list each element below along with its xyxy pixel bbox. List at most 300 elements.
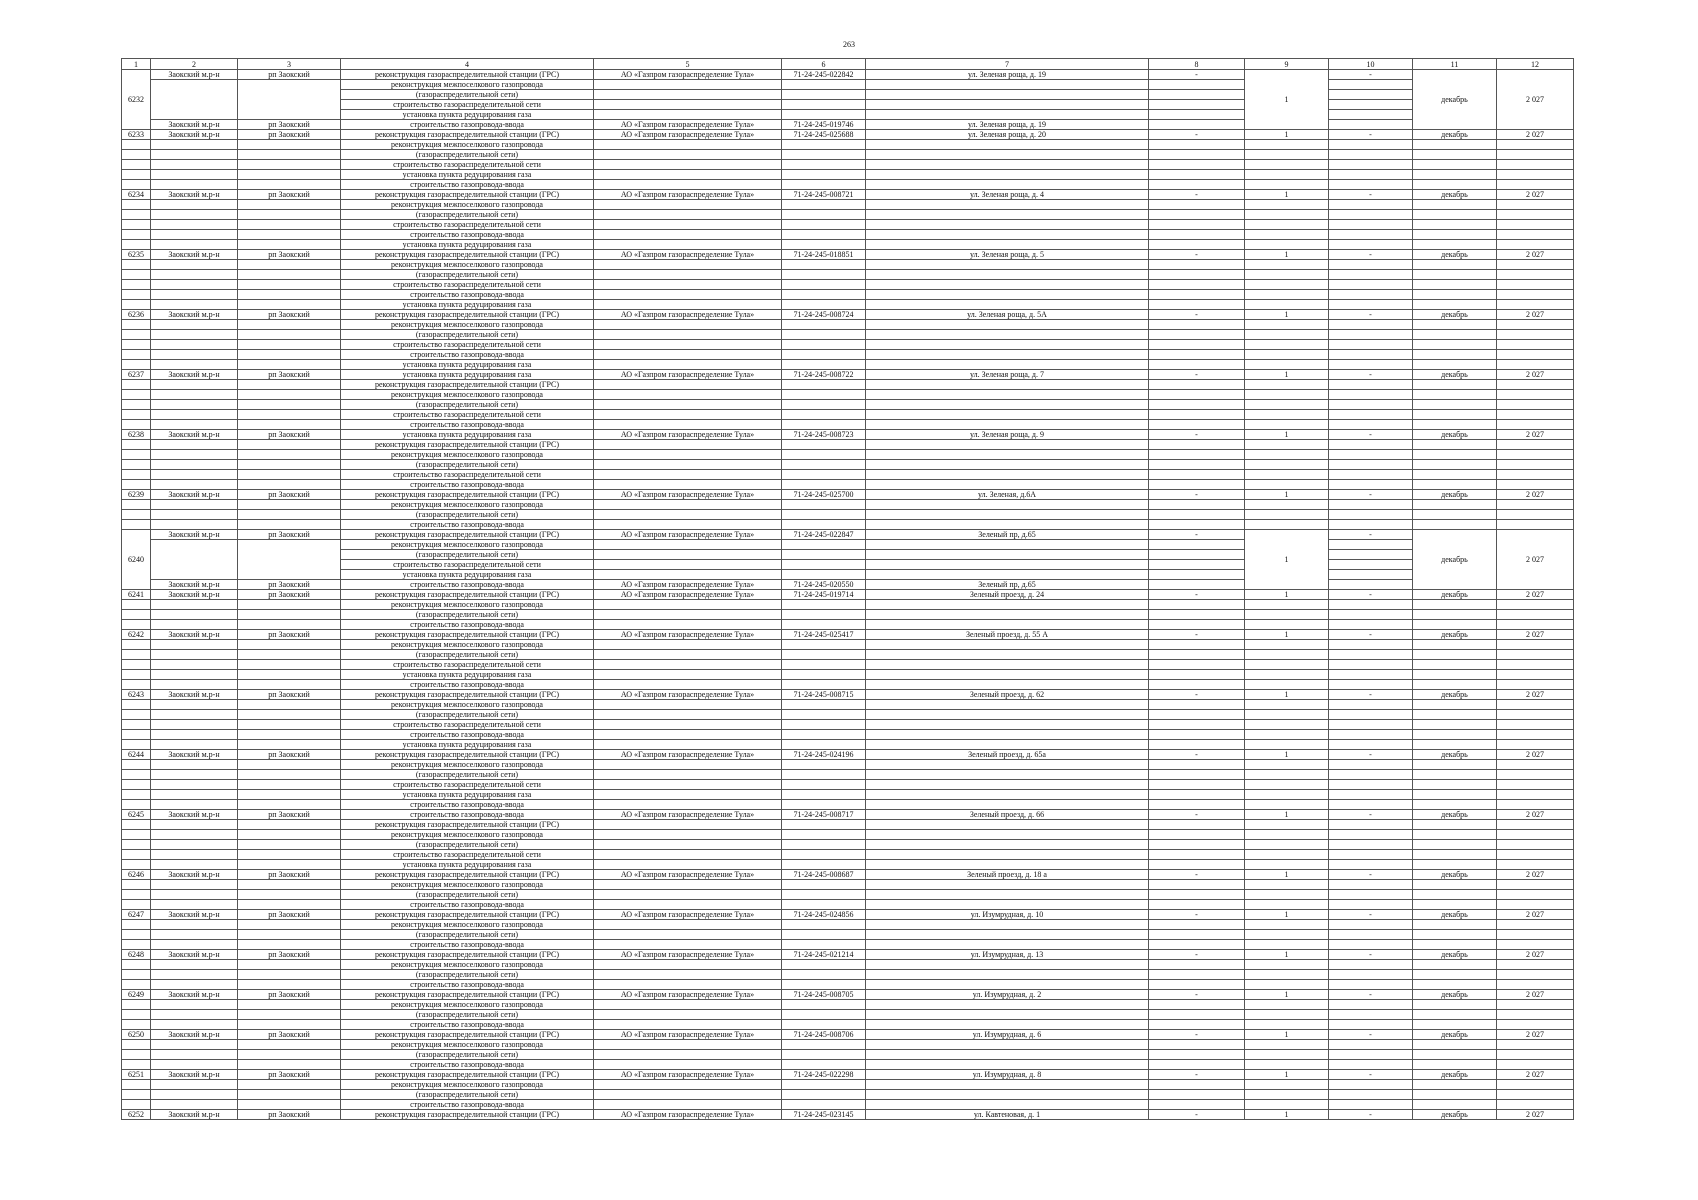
work-cell: (газораспределительной сети) — [341, 150, 594, 160]
address-cell: ул. Изумрудная, д. 6 — [866, 1030, 1149, 1040]
locality-cell: рп Заокский — [238, 70, 341, 80]
work-cell: строительство газопровода-ввода — [341, 900, 594, 910]
work-cell: строительство газопровода-ввода — [341, 420, 594, 430]
work-cell: установка пункта редуцирования газа — [341, 430, 594, 440]
column-number: 4 — [341, 59, 594, 70]
organization-cell: АО «Газпром газораспределение Тула» — [594, 310, 782, 320]
organization-cell: АО «Газпром газораспределение Тула» — [594, 1070, 782, 1080]
address-cell: ул. Кавтеновая, д. 1 — [866, 1110, 1149, 1120]
work-cell: установка пункта редуцирования газа — [341, 170, 594, 180]
col10-cell: - — [1329, 1030, 1413, 1040]
code-cell: 71-24-245-022842 — [782, 70, 866, 80]
month-cell: декабрь — [1413, 250, 1497, 260]
year-cell: 2 027 — [1497, 870, 1574, 880]
table-row — [122, 1050, 1574, 1060]
table-row — [122, 650, 1574, 660]
organization-cell: АО «Газпром газораспределение Тула» — [594, 870, 782, 880]
month-cell: декабрь — [1413, 590, 1497, 600]
table-row — [122, 210, 1574, 220]
district-cell: Заокский м.р-н — [151, 950, 238, 960]
year-cell: 2 027 — [1497, 1110, 1574, 1120]
record-number: 6250 — [122, 1030, 151, 1040]
organization-cell: АО «Газпром газораспределение Тула» — [594, 120, 782, 130]
work-cell: (газораспределительной сети) — [341, 330, 594, 340]
quantity-cell: 1 — [1245, 910, 1329, 920]
locality-cell: рп Заокский — [238, 250, 341, 260]
address-cell: ул. Зеленая, д.6А — [866, 490, 1149, 500]
district-cell: Заокский м.р-н — [151, 130, 238, 140]
table-row — [122, 760, 1574, 770]
table-row — [122, 720, 1574, 730]
organization-cell: АО «Газпром газораспределение Тула» — [594, 1110, 782, 1120]
table-row — [122, 540, 1574, 550]
month-cell: декабрь — [1413, 130, 1497, 140]
col8-cell: - — [1149, 590, 1245, 600]
code-cell: 71-24-245-023145 — [782, 1110, 866, 1120]
organization-cell: АО «Газпром газораспределение Тула» — [594, 490, 782, 500]
work-cell: реконструкция газораспределительной станции (ГРС) — [341, 750, 594, 760]
work-cell: реконструкция межпоселкового газопровода — [341, 450, 594, 460]
quantity-cell: 1 — [1245, 310, 1329, 320]
quantity-cell: 1 — [1245, 950, 1329, 960]
address-cell: ул. Изумрудная, д. 13 — [866, 950, 1149, 960]
quantity-cell: 1 — [1245, 690, 1329, 700]
locality-cell: рп Заокский — [238, 630, 341, 640]
table-row — [122, 1030, 1574, 1040]
quantity-cell: 1 — [1245, 990, 1329, 1000]
table-row — [122, 470, 1574, 480]
work-cell: (газораспределительной сети) — [341, 1010, 594, 1020]
table-row — [122, 70, 1574, 80]
record-number: 6233 — [122, 130, 151, 140]
table-row — [122, 930, 1574, 940]
col10-cell: - — [1329, 370, 1413, 380]
work-cell: реконструкция межпоселкового газопровода — [341, 390, 594, 400]
address-cell: Зеленый проезд, д. 62 — [866, 690, 1149, 700]
table-row — [122, 620, 1574, 630]
quantity-cell: 1 — [1245, 250, 1329, 260]
address-cell: ул. Изумрудная, д. 8 — [866, 1070, 1149, 1080]
month-cell: декабрь — [1413, 750, 1497, 760]
work-cell: строительство газораспределительной сети — [341, 220, 594, 230]
col8-cell: - — [1149, 530, 1245, 540]
organization-cell: АО «Газпром газораспределение Тула» — [594, 130, 782, 140]
month-cell: декабрь — [1413, 530, 1497, 590]
record-number: 6248 — [122, 950, 151, 960]
district-cell: Заокский м.р-н — [151, 990, 238, 1000]
month-cell: декабрь — [1413, 70, 1497, 130]
record-number: 6236 — [122, 310, 151, 320]
record-number: 6240 — [122, 530, 151, 590]
work-cell: строительство газопровода-ввода — [341, 120, 594, 130]
locality-cell: рп Заокский — [238, 810, 341, 820]
column-number: 3 — [238, 59, 341, 70]
table-row — [122, 450, 1574, 460]
work-cell: установка пункта редуцирования газа — [341, 740, 594, 750]
work-cell: реконструкция газораспределительной станции (ГРС) — [341, 910, 594, 920]
work-cell: строительство газопровода-ввода — [341, 1020, 594, 1030]
record-number: 6246 — [122, 870, 151, 880]
district-cell: Заокский м.р-н — [151, 370, 238, 380]
col8-cell: - — [1149, 490, 1245, 500]
work-cell: строительство газопровода-ввода — [341, 580, 594, 590]
address-cell: ул. Зеленая роща, д. 19 — [866, 120, 1149, 130]
work-cell: реконструкция газораспределительной станции (ГРС) — [341, 490, 594, 500]
month-cell: декабрь — [1413, 490, 1497, 500]
address-cell: ул. Зеленая роща, д. 5 — [866, 250, 1149, 260]
work-cell: установка пункта редуцирования газа — [341, 110, 594, 120]
month-cell: декабрь — [1413, 190, 1497, 200]
year-cell: 2 027 — [1497, 130, 1574, 140]
table-row — [122, 1080, 1574, 1090]
work-cell: реконструкция межпоселкового газопровода — [341, 1080, 594, 1090]
table-row — [122, 280, 1574, 290]
work-cell: строительство газораспределительной сети — [341, 100, 594, 110]
work-cell: (газораспределительной сети) — [341, 1050, 594, 1060]
address-cell: ул. Зеленая роща, д. 9 — [866, 430, 1149, 440]
work-cell: реконструкция межпоселкового газопровода — [341, 1000, 594, 1010]
table-row — [122, 80, 1574, 90]
table-row — [122, 800, 1574, 810]
table-row — [122, 250, 1574, 260]
work-cell: установка пункта редуцирования газа — [341, 240, 594, 250]
work-cell: реконструкция газораспределительной станции (ГРС) — [341, 70, 594, 80]
table-row — [122, 820, 1574, 830]
work-cell: строительство газораспределительной сети — [341, 470, 594, 480]
work-cell: реконструкция межпоселкового газопровода — [341, 80, 594, 90]
table-row — [122, 580, 1574, 590]
col10-cell: - — [1329, 250, 1413, 260]
table-row — [122, 980, 1574, 990]
work-cell: реконструкция межпоселкового газопровода — [341, 760, 594, 770]
quantity-cell: 1 — [1245, 130, 1329, 140]
column-number: 8 — [1149, 59, 1245, 70]
organization-cell: АО «Газпром газораспределение Тула» — [594, 990, 782, 1000]
year-cell: 2 027 — [1497, 430, 1574, 440]
organization-cell: АО «Газпром газораспределение Тула» — [594, 630, 782, 640]
district-cell: Заокский м.р-н — [151, 430, 238, 440]
organization-cell: АО «Газпром газораспределение Тула» — [594, 430, 782, 440]
record-number: 6234 — [122, 190, 151, 200]
address-cell: ул. Зеленая роща, д. 19 — [866, 70, 1149, 80]
code-cell: 71-24-245-008722 — [782, 370, 866, 380]
code-cell: 71-24-245-025688 — [782, 130, 866, 140]
table-row — [122, 1100, 1574, 1110]
work-cell: реконструкция газораспределительной станции (ГРС) — [341, 590, 594, 600]
table-row — [122, 420, 1574, 430]
work-cell: (газораспределительной сети) — [341, 970, 594, 980]
table-row — [122, 170, 1574, 180]
work-cell: реконструкция газораспределительной станции (ГРС) — [341, 380, 594, 390]
table-row — [122, 150, 1574, 160]
table-row — [122, 430, 1574, 440]
year-cell: 2 027 — [1497, 190, 1574, 200]
record-number: 6239 — [122, 490, 151, 500]
district-cell: Заокский м.р-н — [151, 690, 238, 700]
col8-cell: - — [1149, 250, 1245, 260]
code-cell: 71-24-245-008687 — [782, 870, 866, 880]
work-cell: строительство газораспределительной сети — [341, 410, 594, 420]
table-row — [122, 510, 1574, 520]
quantity-cell: 1 — [1245, 630, 1329, 640]
table-row — [122, 970, 1574, 980]
table-row — [122, 740, 1574, 750]
work-cell: строительство газопровода-ввода — [341, 480, 594, 490]
work-cell: установка пункта редуцирования газа — [341, 670, 594, 680]
table-row — [122, 710, 1574, 720]
table-row — [122, 570, 1574, 580]
locality-cell: рп Заокский — [238, 750, 341, 760]
locality-cell: рп Заокский — [238, 1030, 341, 1040]
table-row — [122, 410, 1574, 420]
quantity-cell: 1 — [1245, 590, 1329, 600]
year-cell: 2 027 — [1497, 370, 1574, 380]
table-row — [122, 790, 1574, 800]
col8-cell: - — [1149, 990, 1245, 1000]
col10-cell: - — [1329, 530, 1413, 540]
table-row — [122, 360, 1574, 370]
column-number: 7 — [866, 59, 1149, 70]
locality-cell: рп Заокский — [238, 1070, 341, 1080]
quantity-cell: 1 — [1245, 750, 1329, 760]
locality-cell: рп Заокский — [238, 690, 341, 700]
locality-cell: рп Заокский — [238, 1110, 341, 1120]
table-row — [122, 180, 1574, 190]
col8-cell: - — [1149, 1030, 1245, 1040]
table-row — [122, 880, 1574, 890]
work-cell: строительство газопровода-ввода — [341, 230, 594, 240]
district-cell: Заокский м.р-н — [151, 870, 238, 880]
address-cell: Зеленый пр, д.65 — [866, 580, 1149, 590]
month-cell: декабрь — [1413, 690, 1497, 700]
table-row — [122, 530, 1574, 540]
table-row — [122, 550, 1574, 560]
record-number: 6247 — [122, 910, 151, 920]
work-cell: (газораспределительной сети) — [341, 460, 594, 470]
table-row — [122, 960, 1574, 970]
address-cell: ул. Изумрудная, д. 10 — [866, 910, 1149, 920]
table-row — [122, 310, 1574, 320]
column-number: 12 — [1497, 59, 1574, 70]
column-number: 11 — [1413, 59, 1497, 70]
record-number: 6242 — [122, 630, 151, 640]
organization-cell: АО «Газпром газораспределение Тула» — [594, 250, 782, 260]
work-cell: реконструкция межпоселкового газопровода — [341, 320, 594, 330]
work-cell: реконструкция газораспределительной станции (ГРС) — [341, 190, 594, 200]
column-number: 10 — [1329, 59, 1413, 70]
month-cell: декабрь — [1413, 430, 1497, 440]
record-number: 6244 — [122, 750, 151, 760]
table-row — [122, 590, 1574, 600]
month-cell: декабрь — [1413, 1110, 1497, 1120]
work-cell: реконструкция межпоселкового газопровода — [341, 140, 594, 150]
code-cell: 71-24-245-022298 — [782, 1070, 866, 1080]
table-row — [122, 130, 1574, 140]
district-cell: Заокский м.р-н — [151, 1110, 238, 1120]
table-row — [122, 140, 1574, 150]
code-cell: 71-24-245-021214 — [782, 950, 866, 960]
column-number: 6 — [782, 59, 866, 70]
code-cell: 71-24-245-008723 — [782, 430, 866, 440]
code-cell: 71-24-245-025417 — [782, 630, 866, 640]
work-cell: строительство газопровода-ввода — [341, 730, 594, 740]
table-row — [122, 1000, 1574, 1010]
code-cell: 71-24-245-022847 — [782, 530, 866, 540]
work-cell: строительство газопровода-ввода — [341, 620, 594, 630]
table-row — [122, 1040, 1574, 1050]
code-cell: 71-24-245-020550 — [782, 580, 866, 590]
district-cell: Заокский м.р-н — [151, 1070, 238, 1080]
table-row — [122, 110, 1574, 120]
work-cell: реконструкция газораспределительной станции (ГРС) — [341, 1030, 594, 1040]
month-cell: декабрь — [1413, 870, 1497, 880]
address-cell: ул. Зеленая роща, д. 5А — [866, 310, 1149, 320]
work-cell: (газораспределительной сети) — [341, 210, 594, 220]
work-cell: реконструкция газораспределительной станции (ГРС) — [341, 1110, 594, 1120]
table-row — [122, 560, 1574, 570]
year-cell: 2 027 — [1497, 950, 1574, 960]
table-row — [122, 480, 1574, 490]
locality-cell: рп Заокский — [238, 370, 341, 380]
work-cell: строительство газопровода-ввода — [341, 680, 594, 690]
work-cell: установка пункта редуцирования газа — [341, 370, 594, 380]
table-row — [122, 870, 1574, 880]
col8-cell: - — [1149, 130, 1245, 140]
locality-cell: рп Заокский — [238, 430, 341, 440]
col10-cell: - — [1329, 950, 1413, 960]
col8-cell: - — [1149, 630, 1245, 640]
organization-cell: АО «Газпром газораспределение Тула» — [594, 370, 782, 380]
month-cell: декабрь — [1413, 310, 1497, 320]
quantity-cell: 1 — [1245, 490, 1329, 500]
work-cell: реконструкция газораспределительной станции (ГРС) — [341, 630, 594, 640]
work-cell: строительство газопровода-ввода — [341, 520, 594, 530]
table-row — [122, 700, 1574, 710]
locality-cell: рп Заокский — [238, 530, 341, 540]
col10-cell: - — [1329, 630, 1413, 640]
code-cell: 71-24-245-025700 — [782, 490, 866, 500]
work-cell: строительство газопровода-ввода — [341, 350, 594, 360]
address-cell: Зеленый проезд, д. 24 — [866, 590, 1149, 600]
col8-cell: - — [1149, 870, 1245, 880]
work-cell: строительство газораспределительной сети — [341, 660, 594, 670]
locality-cell: рп Заокский — [238, 910, 341, 920]
table-row — [122, 810, 1574, 820]
record-number: 6245 — [122, 810, 151, 820]
locality-cell: рп Заокский — [238, 580, 341, 590]
record-number: 6238 — [122, 430, 151, 440]
district-cell: Заокский м.р-н — [151, 310, 238, 320]
locality-cell: рп Заокский — [238, 950, 341, 960]
year-cell: 2 027 — [1497, 690, 1574, 700]
table-row — [122, 500, 1574, 510]
col8-cell: - — [1149, 690, 1245, 700]
district-cell: Заокский м.р-н — [151, 590, 238, 600]
year-cell: 2 027 — [1497, 310, 1574, 320]
col8-cell: - — [1149, 70, 1245, 80]
address-cell: ул. Зеленая роща, д. 4 — [866, 190, 1149, 200]
table-row — [122, 230, 1574, 240]
col8-cell: - — [1149, 810, 1245, 820]
organization-cell: АО «Газпром газораспределение Тула» — [594, 190, 782, 200]
col10-cell: - — [1329, 590, 1413, 600]
year-cell: 2 027 — [1497, 590, 1574, 600]
year-cell: 2 027 — [1497, 70, 1574, 130]
work-cell: (газораспределительной сети) — [341, 650, 594, 660]
quantity-cell: 1 — [1245, 1110, 1329, 1120]
district-cell: Заокский м.р-н — [151, 910, 238, 920]
table-row — [122, 940, 1574, 950]
table-row — [122, 100, 1574, 110]
address-cell: Зеленый проезд, д. 66 — [866, 810, 1149, 820]
col10-cell: - — [1329, 1110, 1413, 1120]
table-row — [122, 1070, 1574, 1080]
col8-cell: - — [1149, 190, 1245, 200]
col8-cell: - — [1149, 1110, 1245, 1120]
table-row — [122, 270, 1574, 280]
work-cell: (газораспределительной сети) — [341, 1090, 594, 1100]
work-cell: реконструкция межпоселкового газопровода — [341, 500, 594, 510]
work-cell: (газораспределительной сети) — [341, 930, 594, 940]
district-cell: Заокский м.р-н — [151, 530, 238, 540]
work-cell: (газораспределительной сети) — [341, 840, 594, 850]
code-cell: 71-24-245-024196 — [782, 750, 866, 760]
work-cell: строительство газопровода-ввода — [341, 1060, 594, 1070]
district-cell: Заокский м.р-н — [151, 250, 238, 260]
work-cell: реконструкция межпоселкового газопровода — [341, 700, 594, 710]
work-cell: реконструкция газораспределительной станции (ГРС) — [341, 870, 594, 880]
year-cell: 2 027 — [1497, 1030, 1574, 1040]
quantity-cell: 1 — [1245, 370, 1329, 380]
month-cell: декабрь — [1413, 950, 1497, 960]
record-number: 6235 — [122, 250, 151, 260]
work-cell: реконструкция газораспределительной станции (ГРС) — [341, 440, 594, 450]
col8-cell: - — [1149, 310, 1245, 320]
work-cell: реконструкция газораспределительной станции (ГРС) — [341, 820, 594, 830]
work-cell: реконструкция межпоселкового газопровода — [341, 600, 594, 610]
record-number: 6249 — [122, 990, 151, 1000]
table-row — [122, 690, 1574, 700]
table-row — [122, 370, 1574, 380]
table-row — [122, 850, 1574, 860]
address-cell: Зеленый пр, д.65 — [866, 530, 1149, 540]
work-cell: (газораспределительной сети) — [341, 400, 594, 410]
table-row — [122, 830, 1574, 840]
col8-cell: - — [1149, 430, 1245, 440]
address-cell: ул. Зеленая роща, д. 20 — [866, 130, 1149, 140]
table-row — [122, 990, 1574, 1000]
table-row — [122, 780, 1574, 790]
table-row — [122, 1090, 1574, 1100]
table-row — [122, 350, 1574, 360]
district-cell: Заокский м.р-н — [151, 70, 238, 80]
code-cell: 71-24-245-018851 — [782, 250, 866, 260]
month-cell: декабрь — [1413, 630, 1497, 640]
table-row — [122, 670, 1574, 680]
work-cell: реконструкция газораспределительной станции (ГРС) — [341, 1070, 594, 1080]
col10-cell: - — [1329, 990, 1413, 1000]
address-cell: Зеленый проезд, д. 65а — [866, 750, 1149, 760]
col10-cell: - — [1329, 690, 1413, 700]
year-cell: 2 027 — [1497, 530, 1574, 590]
work-cell: строительство газопровода-ввода — [341, 180, 594, 190]
code-cell: 71-24-245-008715 — [782, 690, 866, 700]
work-cell: реконструкция газораспределительной станции (ГРС) — [341, 690, 594, 700]
year-cell: 2 027 — [1497, 750, 1574, 760]
table-row — [122, 200, 1574, 210]
quantity-cell: 1 — [1245, 1070, 1329, 1080]
locality-cell: рп Заокский — [238, 310, 341, 320]
